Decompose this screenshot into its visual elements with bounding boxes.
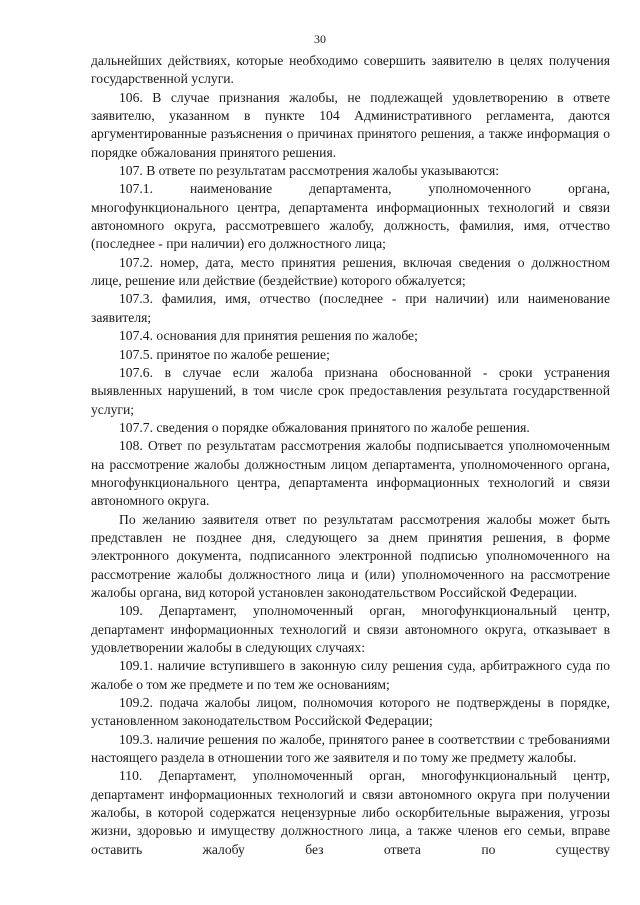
paragraph: 107.1. наименование департамента, уполномоченного органа, многофункционального центра, департамента информационных технологий и связи автономного округа, рассмотревшего жалобу, должность, фамилия, имя, отчество (последнее - при наличии) его должностного лица;: [91, 181, 610, 252]
paragraph: дальнейших действиях, которые необходимо совершить заявителю в целях получения государственной услуги.: [91, 53, 610, 87]
paragraph: 107. В ответе по результатам рассмотрения жалобы указываются:: [119, 163, 500, 179]
page-number: 30: [314, 32, 326, 46]
paragraph: 107.4. основания для принятия решения по жалобе;: [119, 328, 418, 344]
paragraph: 107.5. принятое по жалобе решение;: [119, 346, 330, 362]
paragraph: 107.6. в случае если жалоба признана обоснованной - сроки устранения выявленных нарушений, в том числе срок предоставления результата государственной услуги;: [91, 364, 610, 417]
paragraph: 106. В случае признания жалобы, не подлежащей удовлетворению в ответе заявителю, указанном в пункте 104 Административного регламента, даются аргументированные разъяснения о причинах принятого решения, а также информация о порядке обжалования принятого решения.: [91, 89, 610, 160]
paragraph: 109.1. наличие вступившего в законную силу решения суда, арбитражного суда по жалобе о том же предмете и по тем же основаниям;: [91, 658, 610, 692]
paragraph: 109.2. подача жалобы лицом, полномочия которого не подтверждены в порядке, установленном законодательством Российской Федерации;: [91, 695, 610, 729]
paragraph: 108. Ответ по результатам рассмотрения жалобы подписывается уполномоченным на рассмотрение жалобы должностным лицом департамента, уполномоченного органа, многофункционального центра, департамента информационных технологий и связи автономного округа.: [91, 438, 610, 509]
paragraph: 107.2. номер, дата, место принятия решения, включая сведения о должностном лице, решение или действие (бездействие) которого обжалуется;: [91, 254, 610, 289]
paragraph: 107.3. фамилия, имя, отчество (последнее - при наличии) или наименование заявителя;: [91, 291, 610, 325]
paragraph: 109. Департамент, уполномоченный орган, многофункциональный центр, департамент информационных технологий и связи автономного округа, отказывает в удовлетворении жалобы в следующих случаях:: [91, 603, 610, 655]
body-text: [91, 52, 610, 859]
paragraph: 110. Департамент, уполномоченный орган, многофункциональный центр, департамент информационных технологий и связи автономного округа при получении жалобы, в которой содержатся нецензурные либо оскорбительные выражения, угрозы жизни, здоровью и имуществу должностного лица, а также членов его семьи, вправе оставить жалобу без ответа по существу: [91, 768, 610, 857]
paragraph: 107.7. сведения о порядке обжалования принятого по жалобе решения.: [119, 419, 530, 435]
paragraph: 109.3. наличие решения по жалобе, принятого ранее в соответствии с требованиями настоящего раздела в отношении того же заявителя и по тому же предмету жалобы.: [91, 731, 610, 766]
paragraph: По желанию заявителя ответ по результатам рассмотрения жалобы может быть представлен не позднее дня, следующего за днем принятия решения, в форме электронного документа, подписанного электронной подписью уполномоченного на рассмотрение жалобы должностного лица и (или) уполномоченного на рассмотрение жалобы органа, вид которой установлен законодательством Российской Федерации.: [91, 511, 610, 600]
